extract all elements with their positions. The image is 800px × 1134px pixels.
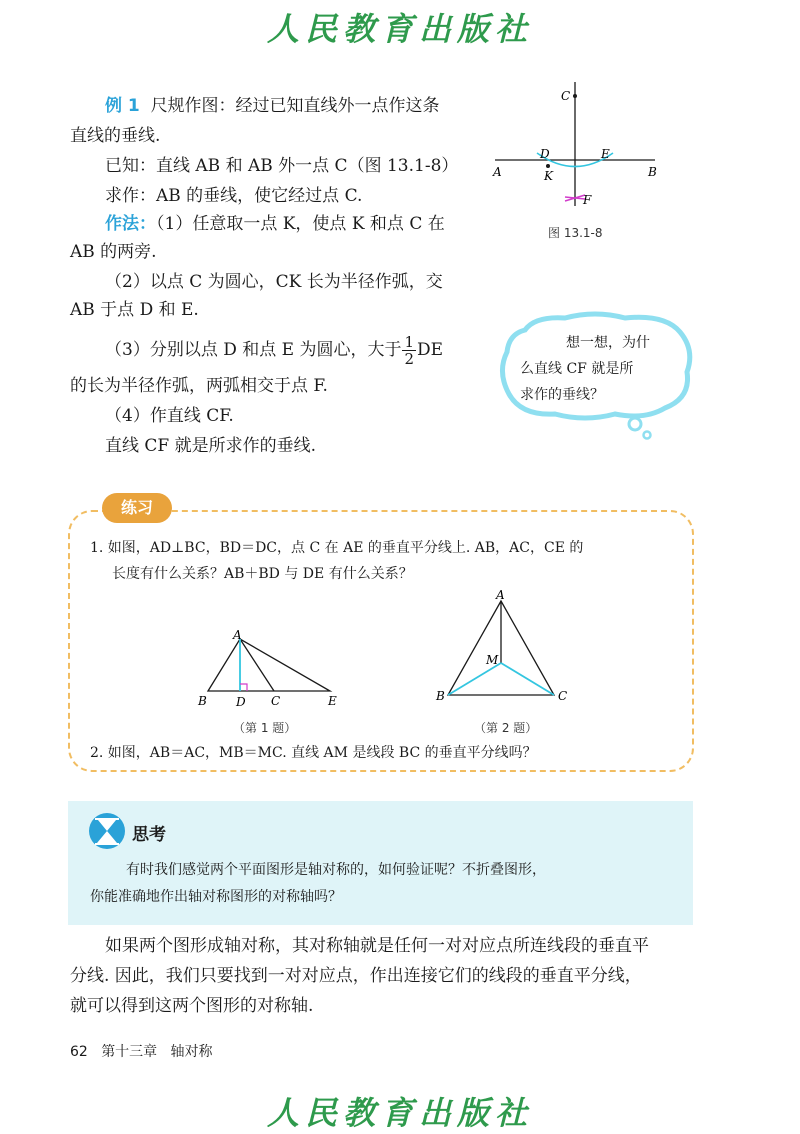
fig1-label-e: E — [328, 694, 337, 708]
exercise-q2: 2. 如图，AB＝AC，MB＝MC. 直线 AM 是线段 BC 的垂直平分线吗？ — [90, 745, 537, 761]
figure-perpendicular-construction — [485, 78, 665, 218]
example-title-line2: 直线的垂线. — [70, 126, 161, 146]
think-line1: 有时我们感觉两个平面图形是轴对称的，如何验证呢？不折叠图形， — [126, 862, 546, 878]
publisher-logo: 人民教育出版社 — [266, 10, 533, 48]
step4: （4）作直线 CF. — [105, 406, 234, 426]
exercise-q1-line2: 长度有什么关系？AB＋BD 与 DE 有什么关系？ — [112, 566, 413, 582]
step1-line2: AB 的两旁. — [70, 242, 157, 262]
figure-13-1-8-caption: 图 13.1-8 — [548, 226, 603, 240]
chapter-title: 轴对称 — [170, 1044, 213, 1060]
label-b: B — [648, 165, 657, 179]
step3-line1: （3）分别以点 D 和点 E 为圆心，大于 $\frac{1}{2}$ DE — [105, 333, 444, 368]
segment-ac — [240, 639, 274, 691]
think-icon — [88, 812, 126, 850]
chapter-number: 第十三章 — [101, 1044, 158, 1060]
fig2-label-c: C — [558, 689, 568, 703]
figure-question-1 — [190, 625, 350, 715]
segment-mc — [501, 663, 554, 695]
bubble-line1: 想一想，为什 — [566, 335, 650, 351]
page-footer — [70, 1041, 213, 1061]
example-title-line1: 例 1 尺规作图：经过已知直线外一点作这条 — [105, 96, 440, 116]
point-k — [546, 164, 550, 168]
method-label: 作法： — [105, 214, 156, 234]
think-title: 思考 — [132, 825, 166, 845]
fig2-label-a: A — [496, 588, 505, 602]
body-line1: 如果两个图形成轴对称，其对称轴就是任何一对对应点所连线段的垂直平 — [105, 936, 649, 956]
label-f: F — [583, 193, 592, 207]
label-a: A — [493, 165, 502, 179]
label-e: E — [601, 147, 610, 161]
fraction-one-half: $\frac{1}{2}$ — [404, 333, 415, 368]
body-line3: 就可以得到这两个图形的对称轴. — [70, 996, 314, 1016]
step2-line2: AB 于点 D 和 E. — [70, 300, 199, 320]
fig2-label-m: M — [486, 653, 499, 667]
segment-mb — [448, 663, 501, 695]
fig1-label-b: B — [198, 694, 207, 708]
example-find: 求作：AB 的垂线，使它经过点 C. — [105, 186, 363, 206]
fig1-label-c: C — [271, 694, 281, 708]
point-c — [573, 94, 577, 98]
think-line2: 你能准确地作出轴对称图形的对称轴吗？ — [90, 889, 342, 905]
label-c: C — [561, 89, 571, 103]
fig2-label-b: B — [436, 689, 445, 703]
body-line2: 分线. 因此，我们只要找到一对对应点，作出连接它们的线段的垂直平分线， — [70, 966, 642, 986]
fig2-caption: （第 2 题） — [474, 721, 538, 735]
fig1-caption: （第 1 题） — [233, 721, 297, 735]
bubble-line3: 求作的垂线？ — [520, 387, 604, 403]
step2-line1: （2）以点 C 为圆心，CK 长为半径作弧，交 — [105, 272, 443, 292]
step1-line1: 作法：（1）任意取一点 K，使点 K 和点 C 在 — [105, 214, 445, 234]
fig1-label-d: D — [236, 695, 246, 709]
label-k: K — [544, 169, 553, 183]
exercise-q1-line1: 1. 如图，AD⊥BC，BD＝DC，点 C 在 AE 的垂直平分线上. AB，AC，CE 的 — [90, 540, 584, 556]
fig1-label-a: A — [233, 628, 242, 642]
label-d: D — [540, 147, 550, 161]
bubble-line2: 么直线 CF 就是所 — [520, 361, 634, 377]
example-tag: 例 1 — [105, 96, 140, 116]
conclusion: 直线 CF 就是所求作的垂线. — [105, 436, 317, 456]
step3-line2: 的长为半径作弧，两弧相交于点 F. — [70, 376, 328, 396]
exercise-label: 练习 — [102, 493, 172, 523]
publisher-logo-bottom: 人民教育出版社 — [266, 1094, 533, 1132]
right-angle-mark — [240, 684, 247, 691]
page-number: 62 — [70, 1044, 88, 1060]
figure-question-2 — [430, 585, 580, 715]
example-given: 已知：直线 AB 和 AB 外一点 C（图 13.1-8） — [105, 156, 459, 176]
